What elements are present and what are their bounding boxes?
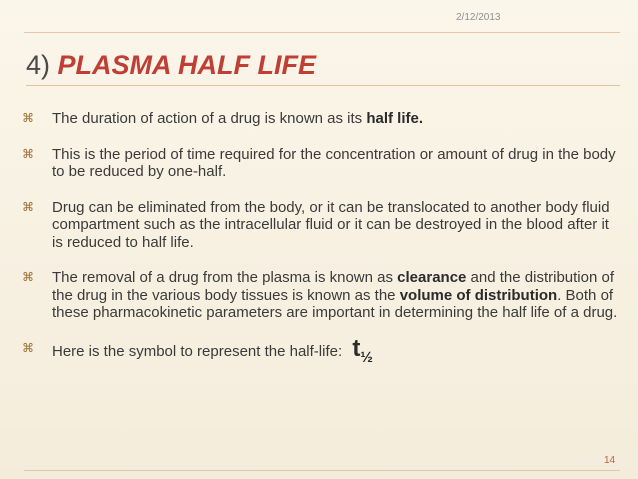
page-number: 14 (604, 455, 616, 466)
bullet-clearance (22, 269, 622, 322)
top-rule (24, 32, 620, 33)
slide-title (26, 50, 316, 81)
bullet-text: The duration of action of a drug is known as its (52, 110, 367, 127)
symbol-half: ½ (360, 348, 373, 366)
half-life-symbol (352, 334, 373, 366)
symbol-t: t (352, 334, 361, 362)
bullet-icon: ⌘ (22, 111, 34, 125)
bullet-text: The removal of a drug from the plasma is known as (52, 269, 398, 286)
bullet-bold: half life. (366, 110, 424, 127)
bullet-bold-volume: volume of distribution (399, 286, 558, 304)
bullet-text: Here is the symbol to represent the half-life: (52, 342, 343, 360)
title-underline (26, 85, 620, 86)
bullet-half-life (22, 110, 622, 128)
bullet-icon: ⌘ (22, 340, 34, 355)
bullet-list (22, 110, 622, 384)
title-number: 4) (26, 50, 58, 80)
slide-date: 2/12/2013 (456, 12, 501, 23)
bullet-icon: ⌘ (22, 199, 34, 214)
bullet-text: This is the period of time required for the concentration or amount of drug in the body to be reduced by one-half. (52, 145, 616, 180)
bullet-text-mid: and the distribution of the drug in the various body tissues is known as the (52, 269, 614, 304)
bullet-elimination (22, 199, 622, 252)
bottom-rule (24, 470, 620, 471)
bullet-bold-clearance: clearance (397, 269, 467, 286)
bullet-text-post: . Both of these pharmacokinetic parameters are important in determining the half life of a drug. (52, 286, 618, 321)
bullet-text: Drug can be eliminated from the body, or it can be translocated to another body fluid compartment such as the intracellular fluid or it can be destroyed in the blood after it is reduced to half life. (52, 198, 610, 251)
bullet-icon: ⌘ (22, 270, 34, 284)
title-text: PLASMA HALF LIFE (57, 50, 316, 80)
bullet-symbol (22, 334, 622, 366)
bullet-icon: ⌘ (22, 146, 34, 161)
bullet-period (22, 146, 622, 181)
